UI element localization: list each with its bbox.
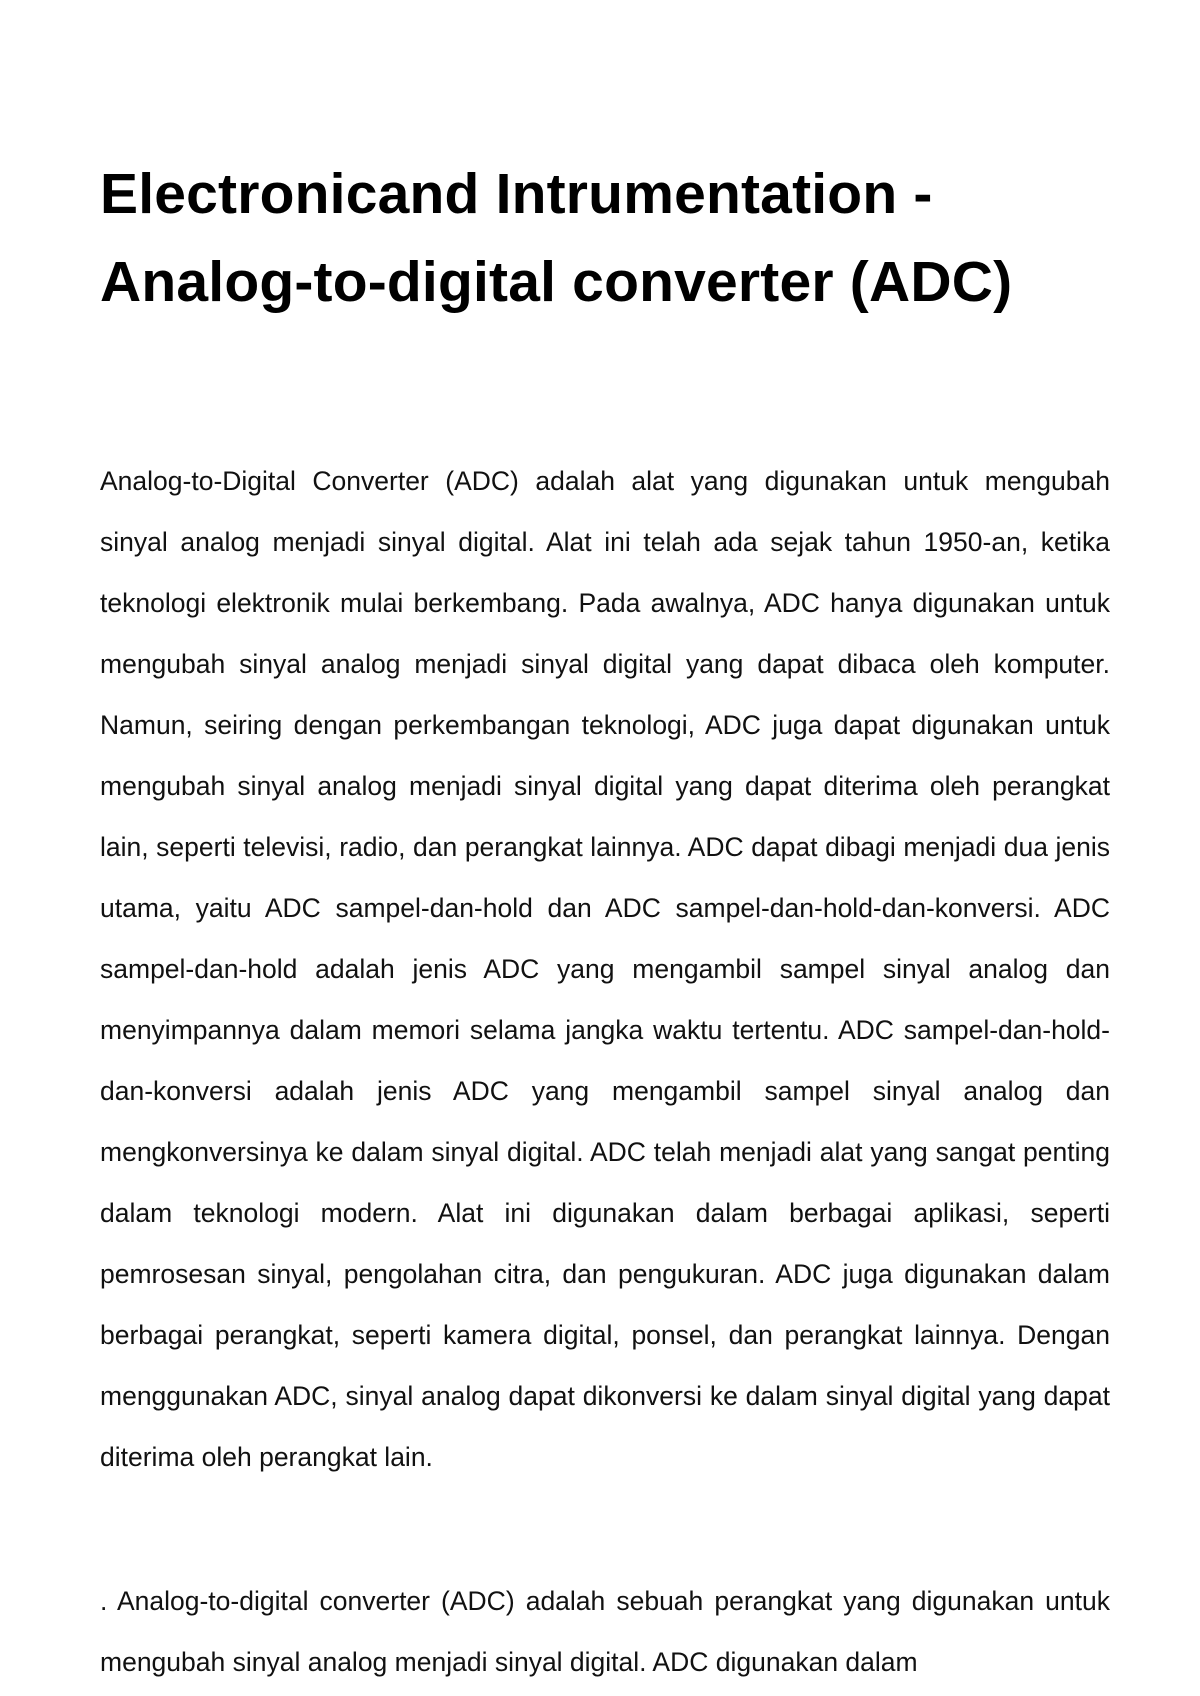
document-title: Electronicand Intrumentation - Analog-to-digital converter (ADC) <box>100 162 1013 314</box>
body-paragraph: . Analog-to-digital converter (ADC) adalah sebuah perangkat yang digunakan untuk mengubah sinyal analog menjadi sinyal digital. ADC digunakan dalam <box>100 1586 1110 1677</box>
body-paragraph: Analog-to-Digital Converter (ADC) adalah alat yang digunakan untuk mengubah sinyal analog menjadi sinyal digital. Alat ini telah ada sejak tahun 1950-an, ketika teknologi elektronik mulai berkembang. Pada awalnya, ADC hanya digunakan untuk mengubah sinyal analog menjadi sinyal digital yang dapat dibaca oleh komputer. Namun, seiring dengan perkembangan teknologi, ADC juga dapat digunakan untuk mengubah sinyal analog menjadi sinyal digital yang dapat diterima oleh perangkat lain, seperti televisi, radio, dan perangkat lainnya. ADC dapat dibagi menjadi dua jenis utama, yaitu ADC sampel-dan-hold dan ADC sampel-dan-hold-dan-konversi. ADC sampel-dan-hold adalah jenis ADC yang mengambil sampel sinyal analog dan menyimpannya dalam memori selama jangka waktu tertentu. ADC sampel-dan-hold-dan-konversi adalah jenis ADC yang mengambil sampel sinyal analog dan mengkonversinya ke dalam sinyal digital. ADC telah menjadi alat yang sangat penting dalam teknologi modern. Alat ini digunakan dalam berbagai aplikasi, seperti pemrosesan sinyal, pengolahan citra, dan pengukuran. ADC juga digunakan dalam berbagai perangkat, seperti kamera digital, ponsel, dan perangkat lainnya. Dengan menggunakan ADC, sinyal analog dapat dikonversi ke dalam sinyal digital yang dapat diterima oleh perangkat lain. <box>100 466 1110 1472</box>
